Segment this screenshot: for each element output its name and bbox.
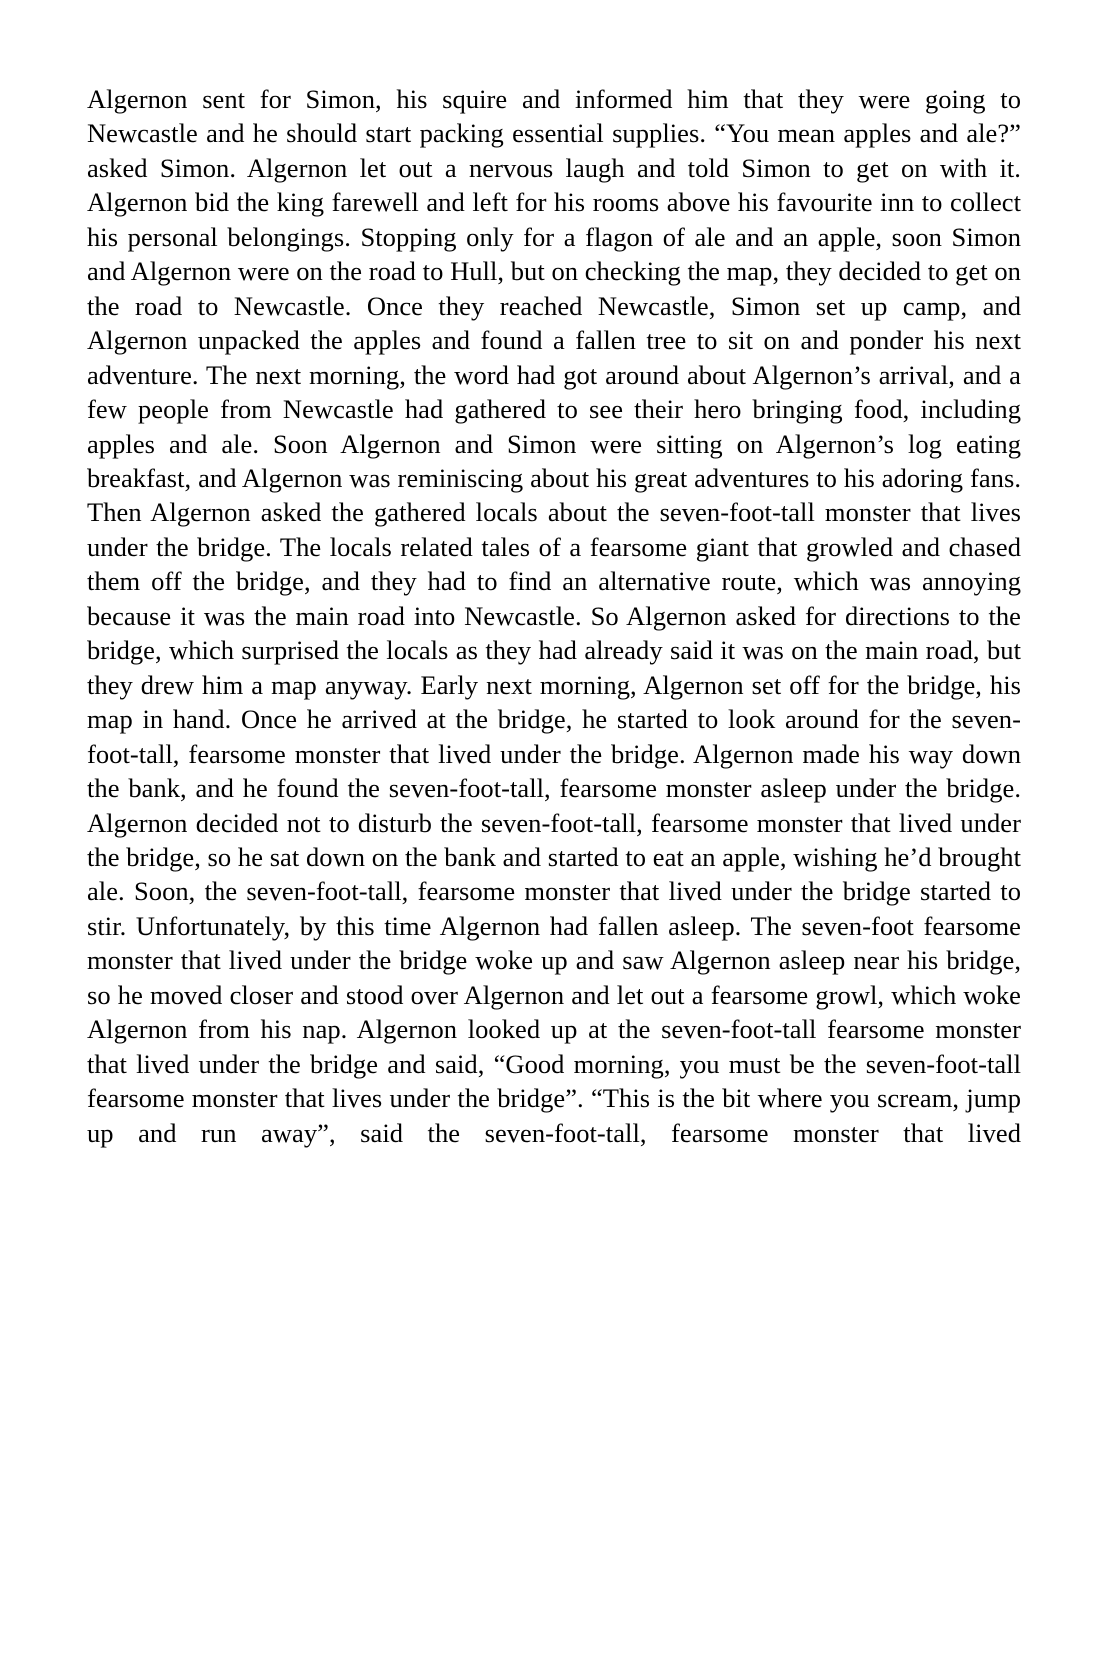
body-text-block	[87, 82, 1021, 1185]
story-paragraph: Algernon sent for Simon, his squire and informed him that they were going to Newcastle and he should start packing essential supplies. “You mean apples and ale?” asked Simon. Algernon let out a nervous laugh and told Simon to get on with it. Algernon bid the king farewell and left for his rooms above his favourite inn to collect his personal belongings. Stopping only for a flagon of ale and an apple, soon Simon and Algernon were on the road to Hull, but on checking the map, they decided to get on the road to Newcastle. Once they reached Newcastle, Simon set up camp, and Algernon unpacked the apples and found a fallen tree to sit on and ponder his next adventure. The next morning, the word had got around about Algernon’s arrival, and a few people from Newcastle had gathered to see their hero bringing food, including apples and ale. Soon Algernon and Simon were sitting on Algernon’s log eating breakfast, and Algernon was reminiscing about his great adventures to his adoring fans. Then Algernon asked the gathered locals about the seven-foot-tall monster that lives under the bridge. The locals related tales of a fearsome giant that growled and chased them off the bridge, and they had to find an alternative route, which was annoying because it was the main road into Newcastle. So Algernon asked for directions to the bridge, which surprised the locals as they had already said it was on the main road, but they drew him a map anyway. Early next morning, Algernon set off for the bridge, his map in hand. Once he arrived at the bridge, he started to look around for the seven-foot-tall, fearsome monster that lived under the bridge. Algernon made his way down the bank, and he found the seven-foot-tall, fearsome monster asleep under the bridge. Algernon decided not to disturb the seven-foot-tall, fearsome monster that lived under the bridge, so he sat down on the bank and started to eat an apple, wishing he’d brought ale. Soon, the seven-foot-tall, fearsome monster that lived under the bridge started to stir. Unfortunately, by this time Algernon had fallen asleep. The seven-foot fearsome monster that lived under the bridge woke up and saw Algernon asleep near his bridge, so he moved closer and stood over Algernon and let out a fearsome growl, which woke Algernon from his nap. Algernon looked up at the seven-foot-tall fearsome monster that lived under the bridge and said, “Good morning, you must be the seven-foot-tall fearsome monster that lives under the bridge”. “This is the bit where you scream, jump up and run away”, said the seven-foot-tall, fearsome monster that lived	[87, 84, 1021, 1148]
